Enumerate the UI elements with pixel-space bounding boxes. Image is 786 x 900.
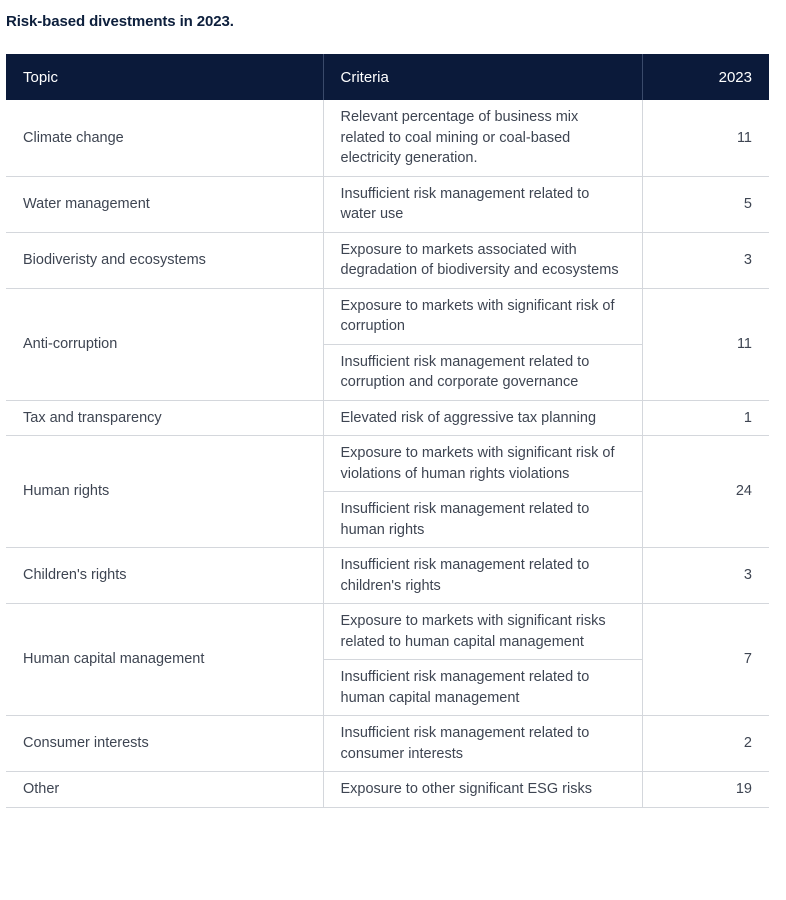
criteria-cell: Exposure to markets with significant risks related to human capital management bbox=[323, 604, 642, 660]
value-cell: 11 bbox=[642, 288, 769, 400]
table-body bbox=[6, 100, 769, 807]
topic-cell: Consumer interests bbox=[6, 716, 323, 772]
topic-cell: Biodiveristy and ecosystems bbox=[6, 232, 323, 288]
criteria-cell: Insufficient risk management related to consumer interests bbox=[323, 716, 642, 772]
topic-cell: Human rights bbox=[6, 436, 323, 548]
header-year: 2023 bbox=[642, 54, 769, 100]
value-cell: 5 bbox=[642, 176, 769, 232]
table-row bbox=[6, 100, 769, 176]
value-cell: 1 bbox=[642, 400, 769, 436]
header-topic: Topic bbox=[6, 54, 323, 100]
criteria-cell: Relevant percentage of business mix related to coal mining or coal-based electricity generation. bbox=[323, 100, 642, 176]
criteria-cell: Exposure to markets with significant risk of violations of human rights violations bbox=[323, 436, 642, 492]
table-row bbox=[6, 604, 769, 660]
table-row bbox=[6, 400, 769, 436]
criteria-cell: Insufficient risk management related to children's rights bbox=[323, 548, 642, 604]
topic-cell: Children's rights bbox=[6, 548, 323, 604]
criteria-cell: Exposure to markets with significant risk of corruption bbox=[323, 288, 642, 344]
topic-cell: Human capital management bbox=[6, 604, 323, 716]
value-cell: 11 bbox=[642, 100, 769, 176]
criteria-cell: Insufficient risk management related to corruption and corporate governance bbox=[323, 344, 642, 400]
criteria-cell: Insufficient risk management related to water use bbox=[323, 176, 642, 232]
table-row bbox=[6, 288, 769, 344]
value-cell: 19 bbox=[642, 772, 769, 808]
table-row bbox=[6, 176, 769, 232]
topic-cell: Water management bbox=[6, 176, 323, 232]
page-title: Risk-based divestments in 2023. bbox=[6, 13, 234, 30]
divestments-table bbox=[6, 54, 769, 808]
topic-cell: Tax and transparency bbox=[6, 400, 323, 436]
value-cell: 3 bbox=[642, 548, 769, 604]
topic-cell: Anti-corruption bbox=[6, 288, 323, 400]
table-row bbox=[6, 716, 769, 772]
table-row bbox=[6, 772, 769, 808]
topic-cell: Climate change bbox=[6, 100, 323, 176]
value-cell: 3 bbox=[642, 232, 769, 288]
criteria-cell: Exposure to markets associated with degradation of biodiversity and ecosystems bbox=[323, 232, 642, 288]
value-cell: 7 bbox=[642, 604, 769, 716]
criteria-cell: Exposure to other significant ESG risks bbox=[323, 772, 642, 808]
criteria-cell: Insufficient risk management related to human rights bbox=[323, 492, 642, 548]
criteria-cell: Insufficient risk management related to human capital management bbox=[323, 660, 642, 716]
table-row bbox=[6, 548, 769, 604]
value-cell: 24 bbox=[642, 436, 769, 548]
table-row bbox=[6, 436, 769, 492]
topic-cell: Other bbox=[6, 772, 323, 808]
table-row bbox=[6, 232, 769, 288]
value-cell: 2 bbox=[642, 716, 769, 772]
criteria-cell: Elevated risk of aggressive tax planning bbox=[323, 400, 642, 436]
header-criteria: Criteria bbox=[323, 54, 642, 100]
table-header bbox=[6, 54, 769, 100]
